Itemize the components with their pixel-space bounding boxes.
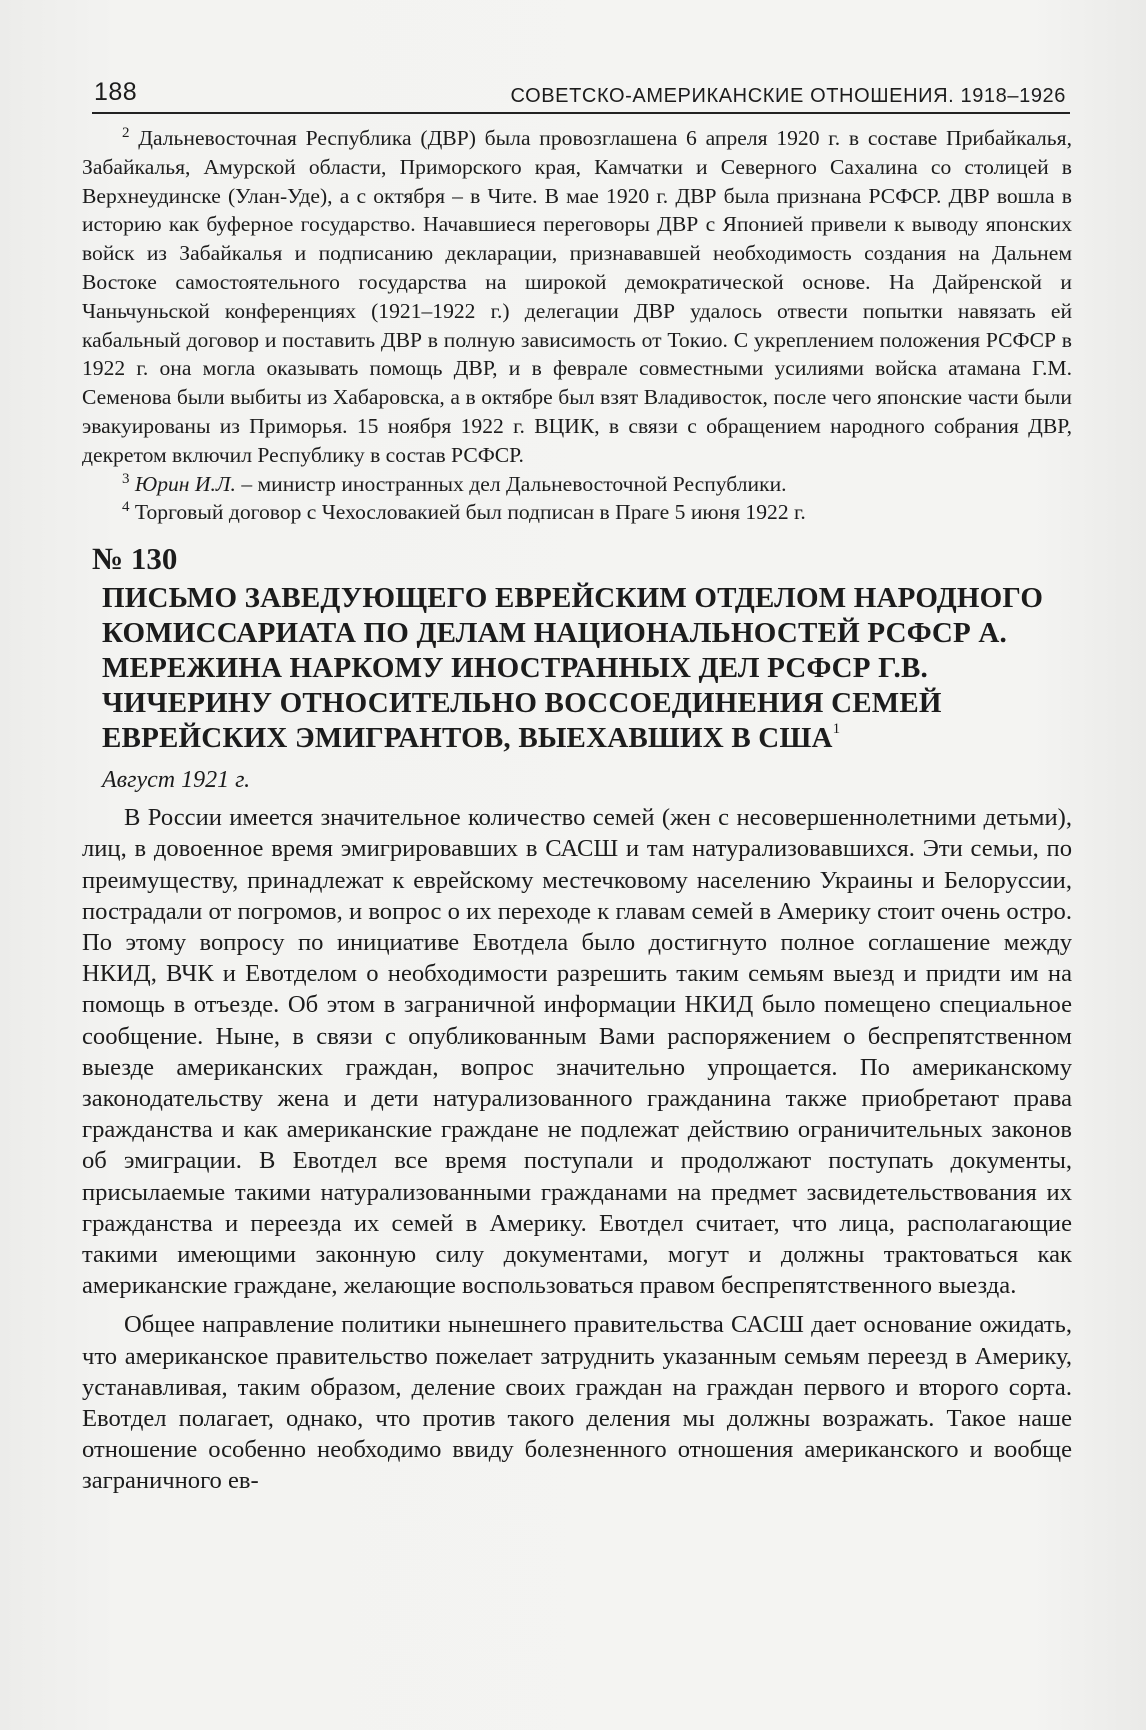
document-title-text: ПИСЬМО ЗАВЕДУЮЩЕГО ЕВРЕЙСКИМ ОТДЕЛОМ НАРОДНОГО КОМИССАРИАТА ПО ДЕЛАМ НАЦИОНАЛЬНОСТЕЙ РСФСР А. МЕРЕЖИНА НАРКОМУ ИНОСТРАННЫХ ДЕЛ РСФСР Г.В. ЧИЧЕРИНУ ОТНОСИТЕЛЬНО ВОССОЕДИНЕНИЯ СЕМЕЙ ЕВРЕЙСКИХ ЭМИГРАНТОВ, ВЫЕХАВШИХ В США [102, 582, 1044, 755]
footnote-text: Дальневосточная Республика (ДВР) была провозглашена 6 апреля 1920 г. в составе Прибайкалья, Забайкалья, Амурской области, Приморского края, Камчатки и Северного Сахалина со столицей в Верхнеудинске (Улан-Уде), а с октября – в Чите. В мае 1920 г. ДВР была признана РСФСР. ДВР вошла в историю как буферное государство. Начавшиеся переговоры ДВР с Японией привели к выводу японских войск из Забайкалья и подписанию декларации, признававшей необходимость создания на Дальнем Востоке самостоятельного государства на широкой демократической основе. На Дайренской и Чаньчуньской конференциях (1921–1922 г.) делегации ДВР удалось отвести попытки навязать ей кабальный договор и поставить ДВР в полную зависимость от Токио. С укреплением положения РСФСР в 1922 г. она могла оказывать помощь ДВР, и в феврале совместными усилиями войска атамана Г.М. Семенова были выбиты из Хабаровска, а в октябре был взят Владивосток, после чего японские части были эвакуированы из Приморья. 15 ноября 1922 г. ВЦИК, в связи с обращением народного собрания ДВР, декретом включил Республику в состав РСФСР. [82, 126, 1072, 467]
footnote [82, 470, 1072, 499]
footnote-text: Торговый договор с Чехословакией был подписан в Праге 5 июня 1922 г. [134, 500, 806, 525]
footnote-author: Юрин И.Л. [134, 471, 236, 496]
running-title: СОВЕТСКО-АМЕРИКАНСКИЕ ОТНОШЕНИЯ. 1918–1926 [510, 85, 1066, 107]
footnote [82, 124, 1072, 470]
footnote-number: 4 [122, 499, 130, 516]
page-number: 188 [94, 78, 138, 106]
title-footnote-ref: 1 [832, 721, 841, 738]
page-content [82, 124, 1072, 1505]
document-date: Август 1921 г. [102, 767, 251, 794]
body-paragraph: В России имеется значительное количество семей (жен с несовершеннолетними детьми), лиц, в довоенное время эмигрировавших в САСШ и там натурализовавшихся. Эти семьи, по преимуществу, принадлежат к еврейскому местечковому населению Украины и Белоруссии, пострадали от погромов, и вопрос о их переходе к главам семей в Америку стоит очень остро. По этому вопросу по инициативе Евотдела было достигнуто полное соглашение между НКИД, ВЧК и Евотделом о необходимости разрешить таким семьям выезд и придти им на помощь в отъезде. Об этом в заграничной информации НКИД было помещено специальное сообщение. Ныне, в связи с опубликованным Вами распоряжением о беспрепятственном выезде американских граждан, вопрос значительно упрощается. По американскому законодательству жена и дети натурализованного гражданина также приобретают права гражданства и как американские граждане не подлежат действию ограничительных законов об эмиграции. В Евотдел все время поступали и продолжают поступать документы, присылаемые такими натурализованными гражданами на предмет засвидетельствования их гражданства и переезда их семей в Америку. Евотдел считает, что лица, располагающие такими имеющими законную силу документами, могут и должны трактоваться как американские граждане, желающие воспользоваться правом беспрепятственного выезда. [82, 804, 1072, 1300]
document-number: № 130 [92, 541, 178, 577]
footnotes-section [82, 124, 1072, 527]
footnote-number: 3 [122, 470, 130, 487]
footnote-text: – министр иностранных дел Дальневосточной Республики. [235, 471, 787, 496]
footnote-number: 2 [122, 125, 130, 141]
page-header [92, 78, 1070, 114]
footnote [82, 498, 1072, 527]
document-title [102, 581, 1072, 756]
body-paragraph: Общее направление политики нынешнего правительства САСШ дает основание ожидать, что американское правительство пожелает затруднить указанным семьям переезд в Америку, устанавливая, таким образом, деление своих граждан на граждан первого и второго сорта. Евотдел полагает, однако, что против такого деления мы должны возражать. Такое наше отношение особенно необходимо ввиду болезненного отношения американского и вообще заграничного ев- [82, 1311, 1072, 1495]
document-body [82, 802, 1072, 1496]
